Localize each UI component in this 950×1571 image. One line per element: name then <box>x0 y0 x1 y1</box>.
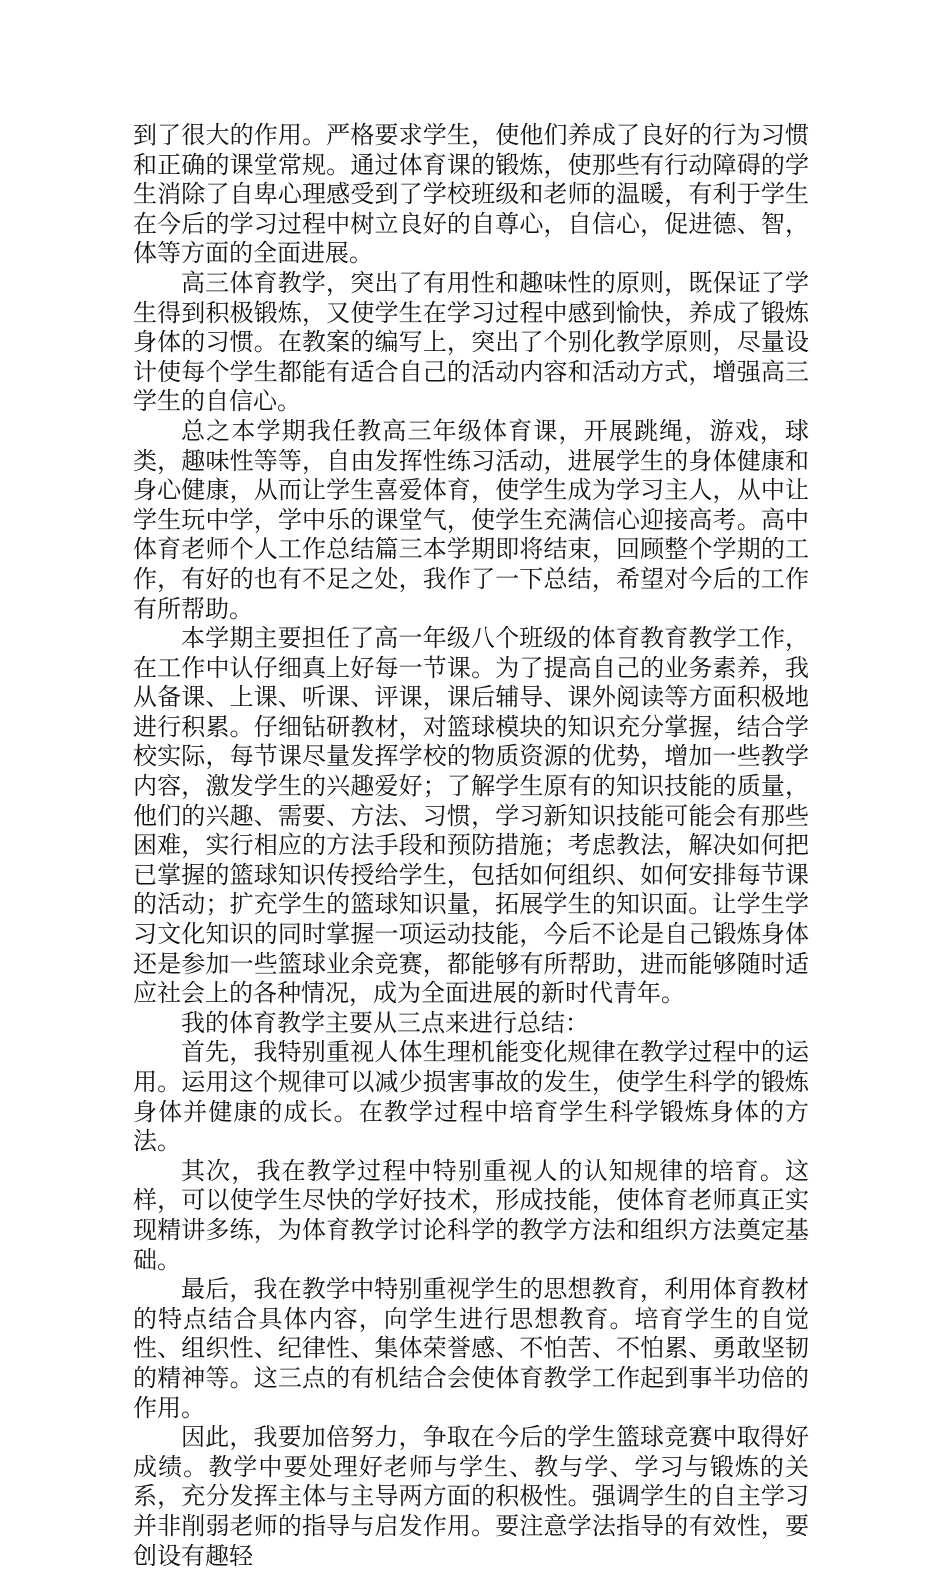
paragraph-9: 因此，我要加倍努力，争取在今后的学生篮球竞赛中取得好成绩。教学中要处理好老师与学生、教与学、学习与锻炼的关系，充分发挥主体与主导两方面的积极性。强调学生的自主学习并非削弱老师的指导与启发作用。要注意学法指导的有效性，要创设有趣轻 <box>133 1423 809 1570</box>
paragraph-6: 首先，我特别重视人体生理机能变化规律在教学过程中的运用。运用这个规律可以减少损害事故的发生，使学生科学的锻炼身体并健康的成长。在教学过程中培育学生科学锻炼身体的方法。 <box>133 1038 809 1156</box>
paragraph-5: 我的体育教学主要从三点来进行总结： <box>181 1008 589 1037</box>
paragraph-8: 最后，我在教学中特别重视学生的思想教育，利用体育教材的特点结合具体内容，向学生进行思想教育。培育学生的自觉性、组织性、纪律性、集体荣誉感、不怕苦、不怕累、勇敢坚韧的精神等。这三点的有机结合会使体育教学工作起到事半功倍的作用。 <box>133 1275 809 1422</box>
paragraph-2: 高三体育教学，突出了有用性和趣味性的原则，既保证了学生得到积极锻炼，又使学生在学习过程中感到愉快，养成了锻炼身体的习惯。在教案的编写上，突出了个别化教学原则，尽量设计使每个学生都能有适合自己的活动内容和活动方式，增强高三学生的自信心。 <box>133 268 809 416</box>
paragraph-3: 总之本学期我任教高三年级体育课，开展跳绳，游戏，球类，趣味性等等，自由发挥性练习活动，进展学生的身体健康和身心健康，从而让学生喜爱体育，使学生成为学习主人，从中让学生玩中学，学中乐的课堂气，使学生充满信心迎接高考。高中体育老师个人工作总结篇三本学期即将结束，回顾整个学期的工作，有好的也有不足之处，我作了一下总结，希望对今后的工作有所帮助。 <box>133 416 809 623</box>
paragraph-7: 其次，我在教学过程中特别重视人的认知规律的培育。这样，可以使学生尽快的学好技术，形成技能，使体育老师真正实现精讲多练，为体育教学讨论科学的教学方法和组织方法奠定基础。 <box>133 1156 809 1274</box>
document-body <box>133 121 809 1571</box>
paragraph-4: 本学期主要担任了高一年级八个班级的体育教育教学工作，在工作中认仔细真上好每一节课。为了提高自己的业务素养，我从备课、上课、听课、评课，课后辅导、课外阅读等方面积极地进行积累。仔细钻研教材，对篮球模块的知识充分掌握，结合学校实际，每节课尽量发挥学校的物质资源的优势，增加一些教学内容，激发学生的兴趣爱好；了解学生原有的知识技能的质量，他们的兴趣、需要、方法、习惯，学习新知识技能可能会有那些困难，实行相应的方法手段和预防措施；考虑教法，解决如何把已掌握的篮球知识传授给学生，包括如何组织、如何安排每节课的活动；扩充学生的篮球知识量，拓展学生的知识面。让学生学习文化知识的同时掌握一项运动技能，今后不论是自己锻炼身体还是参加一些篮球业余竞赛，都能够有所帮助，进而能够随时适应社会上的各种情况，成为全面进展的新时代青年。 <box>133 624 809 1008</box>
paragraph-1: 到了很大的作用。严格要求学生，使他们养成了良好的行为习惯和正确的课堂常规。通过体育课的锻炼，使那些有行动障碍的学生消除了自卑心理感受到了学校班级和老师的温暖，有利于学生在今后的学习过程中树立良好的自尊心，自信心，促进德、智，体等方面的全面进展。 <box>133 121 809 268</box>
